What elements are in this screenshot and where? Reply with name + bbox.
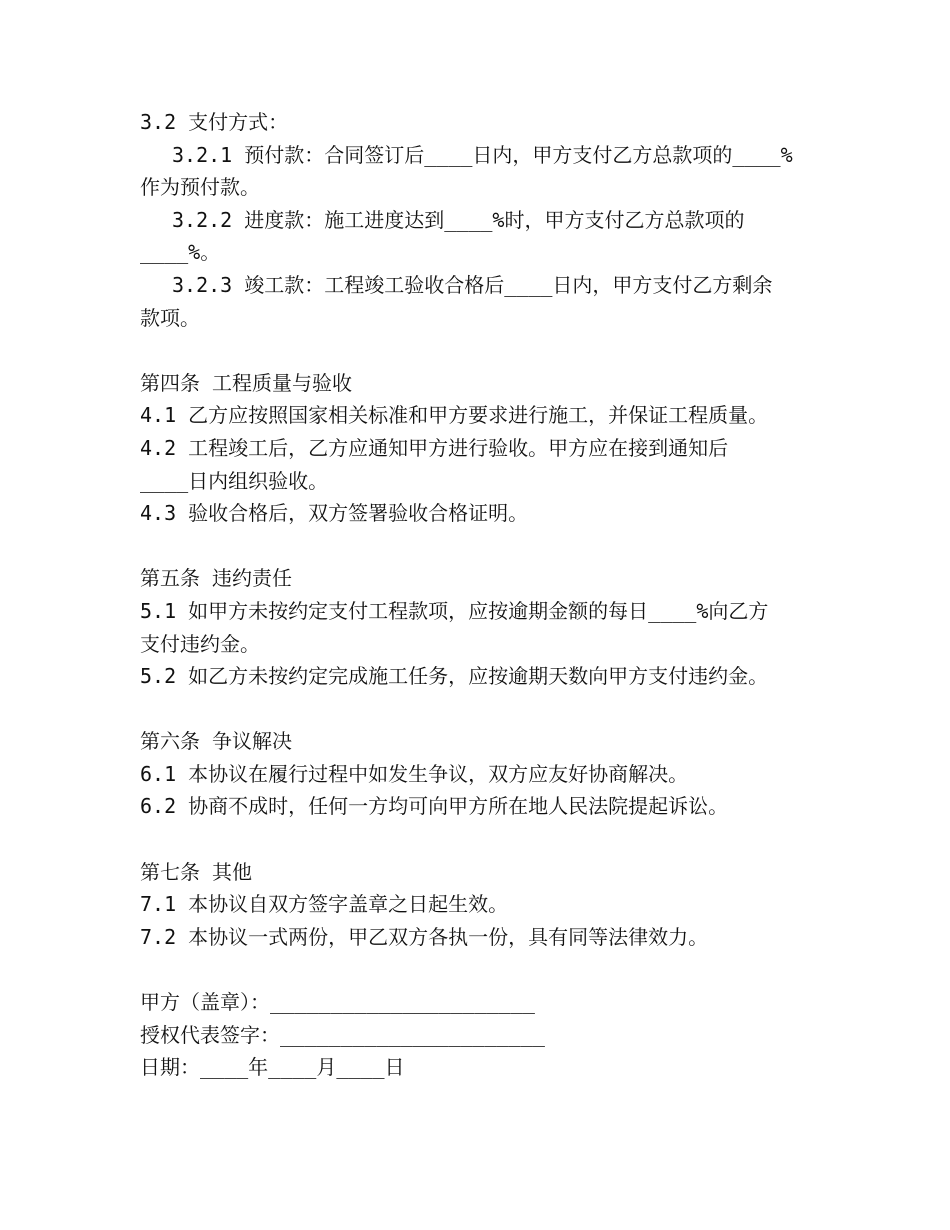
clause-4-2-cont: ____日内组织验收。: [140, 468, 329, 493]
section-spacer: [140, 530, 840, 563]
section-spacer: [140, 953, 840, 986]
section-payment: [140, 106, 840, 334]
clause-5-1: 5.1 如甲方未按约定支付工程款项，应按逾期金额的每日____%向乙方: [140, 598, 769, 623]
clause-3-2-2: 3.2.2 进度款：施工进度达到____%时，甲方支付乙方总款项的: [172, 207, 745, 232]
clause-3-2-3-cont: 款项。: [140, 305, 200, 330]
clause-5-2: 5.2 如乙方未按约定完成施工任务，应按逾期天数向甲方支付违约金。: [140, 664, 769, 689]
party-a-seal-line: 甲方（盖章）：______________________: [140, 990, 535, 1015]
clause-3-2-1-cont: 作为预付款。: [140, 175, 260, 200]
clause-6-2: 6.2 协商不成时，任何一方均可向甲方所在地人民法院提起诉讼。: [140, 794, 729, 819]
date-line: 日期：____年____月____日: [140, 1055, 405, 1080]
section-spacer: [140, 334, 840, 367]
clause-4-2: 4.2 工程竣工后，乙方应通知甲方进行验收。甲方应在接到通知后: [140, 435, 729, 460]
article-5-heading: 第五条 违约责任: [140, 566, 293, 591]
section-article-5: [140, 562, 840, 692]
section-article-7: [140, 856, 840, 954]
section-spacer: [140, 823, 840, 856]
authorized-signature-line: 授权代表签字：______________________: [140, 1022, 545, 1047]
section-article-6: [140, 725, 840, 823]
clause-7-2: 7.2 本协议一式两份，甲乙双方各执一份，具有同等法律效力。: [140, 924, 709, 949]
clause-3-2-2-cont: ____%。: [140, 240, 221, 265]
clause-4-3: 4.3 验收合格后，双方签署验收合格证明。: [140, 501, 529, 526]
section-signature: [140, 986, 840, 1084]
payment-heading: 3.2 支付方式：: [140, 110, 289, 134]
clause-3-2-1: 3.2.1 预付款：合同签订后____日内，甲方支付乙方总款项的____%: [172, 142, 793, 167]
article-6-heading: 第六条 争议解决: [140, 729, 293, 754]
article-7-heading: 第七条 其他: [140, 859, 253, 884]
section-article-4: [140, 367, 840, 530]
article-4-heading: 第四条 工程质量与验收: [140, 370, 353, 395]
clause-4-1: 4.1 乙方应按照国家相关标准和甲方要求进行施工，并保证工程质量。: [140, 403, 769, 428]
section-spacer: [140, 693, 840, 726]
contract-page: [140, 106, 840, 1084]
clause-5-1-cont: 支付违约金。: [140, 631, 260, 656]
clause-3-2-3: 3.2.3 竣工款：工程竣工验收合格后____日内，甲方支付乙方剩余: [172, 272, 773, 297]
clause-6-1: 6.1 本协议在履行过程中如发生争议，双方应友好协商解决。: [140, 761, 689, 786]
clause-7-1: 7.1 本协议自双方签字盖章之日起生效。: [140, 892, 509, 917]
